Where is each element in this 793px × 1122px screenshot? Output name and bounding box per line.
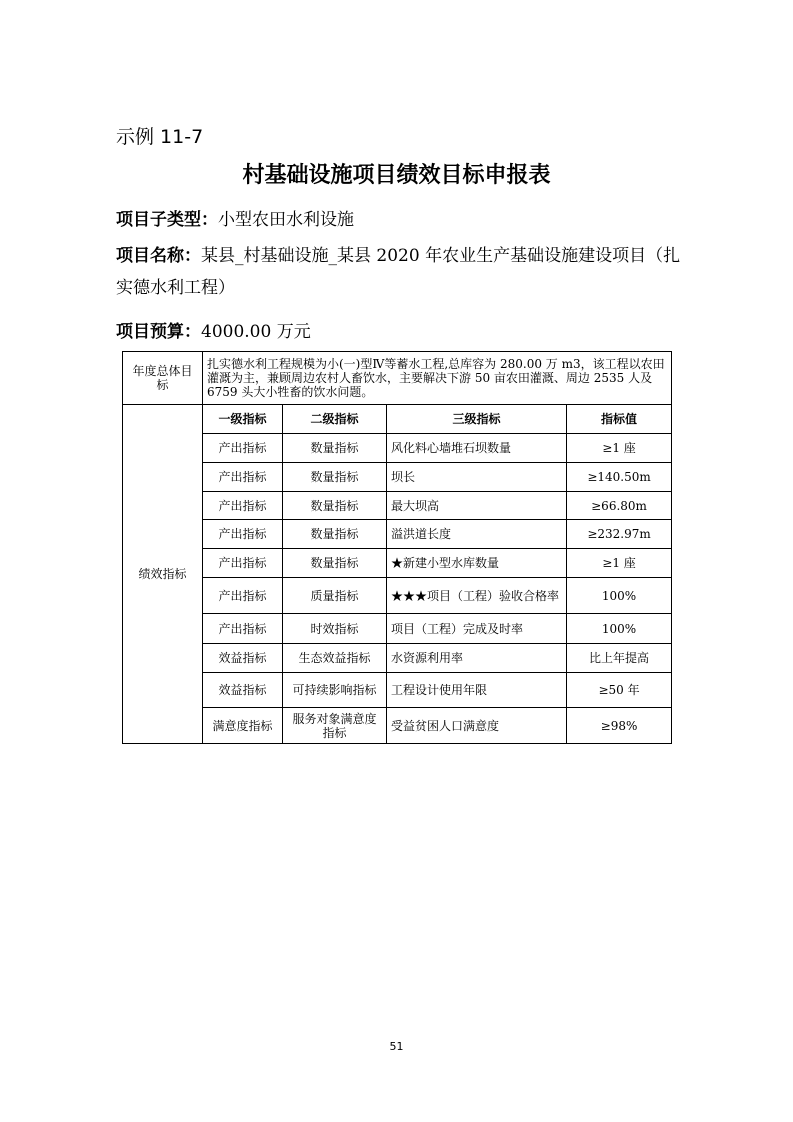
- row-level1: 产出指标: [203, 463, 283, 492]
- row-value: ≥66.80m: [567, 492, 672, 520]
- table-row: [123, 644, 672, 673]
- row-value: ≥140.50m: [567, 463, 672, 492]
- row-value: ≥232.97m: [567, 520, 672, 549]
- row-level2: 时效指标: [283, 614, 387, 644]
- row-level1: 产出指标: [203, 549, 283, 578]
- table-row: [123, 578, 672, 614]
- annual-goal-row: [123, 352, 672, 405]
- row-level3: ★新建小型水库数量: [387, 549, 567, 578]
- table-header-row: [123, 405, 672, 434]
- row-level2: 数量指标: [283, 434, 387, 463]
- row-level3: 受益贫困人口满意度: [387, 708, 567, 744]
- row-level1: 产出指标: [203, 434, 283, 463]
- row-value: 100%: [567, 614, 672, 644]
- table-row: [123, 492, 672, 520]
- table-row: [123, 520, 672, 549]
- project-budget-value: 4000.00 万元: [201, 322, 311, 342]
- row-value: ≥50 年: [567, 673, 672, 708]
- row-level3: 水资源利用率: [387, 644, 567, 673]
- row-level2: 质量指标: [283, 578, 387, 614]
- row-level3: 工程设计使用年限: [387, 673, 567, 708]
- row-level3: 最大坝高: [387, 492, 567, 520]
- row-level2: 服务对象满意度指标: [283, 708, 387, 744]
- row-level1: 产出指标: [203, 614, 283, 644]
- row-level1: 效益指标: [203, 673, 283, 708]
- row-level1: 满意度指标: [203, 708, 283, 744]
- header-level3: 三级指标: [387, 405, 567, 434]
- row-level2: 生态效益指标: [283, 644, 387, 673]
- project-budget: [116, 316, 686, 348]
- row-level3: ★★★项目（工程）验收合格率: [387, 578, 567, 614]
- table-row: [123, 614, 672, 644]
- page-number: 51: [389, 1040, 404, 1053]
- project-subtype-label: 项目子类型：: [116, 210, 218, 230]
- project-budget-label: 项目预算：: [116, 322, 201, 342]
- row-level3: 项目（工程）完成及时率: [387, 614, 567, 644]
- table-row: [123, 673, 672, 708]
- header-level2: 二级指标: [283, 405, 387, 434]
- annual-goal-label: 年度总体目标: [123, 352, 203, 405]
- row-level1: 产出指标: [203, 492, 283, 520]
- row-level2: 数量指标: [283, 463, 387, 492]
- row-level2: 数量指标: [283, 549, 387, 578]
- project-name-value: 某县_村基础设施_某县 2020 年农业生产基础设施建设项目（扎实德水利工程）: [116, 246, 681, 298]
- row-level2: 数量指标: [283, 520, 387, 549]
- performance-table: [122, 351, 672, 744]
- header-level1: 一级指标: [203, 405, 283, 434]
- project-name: [116, 240, 686, 304]
- project-name-label: 项目名称：: [116, 246, 201, 266]
- row-level3: 溢洪道长度: [387, 520, 567, 549]
- page-title: 村基础设施项目绩效目标申报表: [242, 163, 551, 188]
- table-row: [123, 549, 672, 578]
- perf-indicator-label: 绩效指标: [123, 405, 203, 744]
- table-row: [123, 708, 672, 744]
- header-value: 指标值: [567, 405, 672, 434]
- row-value: ≥98%: [567, 708, 672, 744]
- row-level1: 产出指标: [203, 578, 283, 614]
- row-level1: 产出指标: [203, 520, 283, 549]
- project-subtype: [116, 204, 686, 236]
- row-value: 比上年提高: [567, 644, 672, 673]
- annual-goal-text: 扎实德水利工程规模为小(一)型Ⅳ等蓄水工程,总库容为 280.00 万 m3，该工程以农田灌溉为主，兼顾周边农村人畜饮水，主要解决下游 50 亩农田灌溉、周边 2535 人及 6759 头大小牲畜的饮水问题。: [203, 352, 672, 405]
- row-value: ≥1 座: [567, 549, 672, 578]
- row-value: 100%: [567, 578, 672, 614]
- project-subtype-value: 小型农田水利设施: [218, 210, 354, 230]
- example-label: 示例 11-7: [116, 126, 204, 148]
- row-level3: 坝长: [387, 463, 567, 492]
- row-value: ≥1 座: [567, 434, 672, 463]
- row-level1: 效益指标: [203, 644, 283, 673]
- row-level3: 风化料心墙堆石坝数量: [387, 434, 567, 463]
- table-row: [123, 463, 672, 492]
- row-level2: 可持续影响指标: [283, 673, 387, 708]
- table-row: [123, 434, 672, 463]
- row-level2: 数量指标: [283, 492, 387, 520]
